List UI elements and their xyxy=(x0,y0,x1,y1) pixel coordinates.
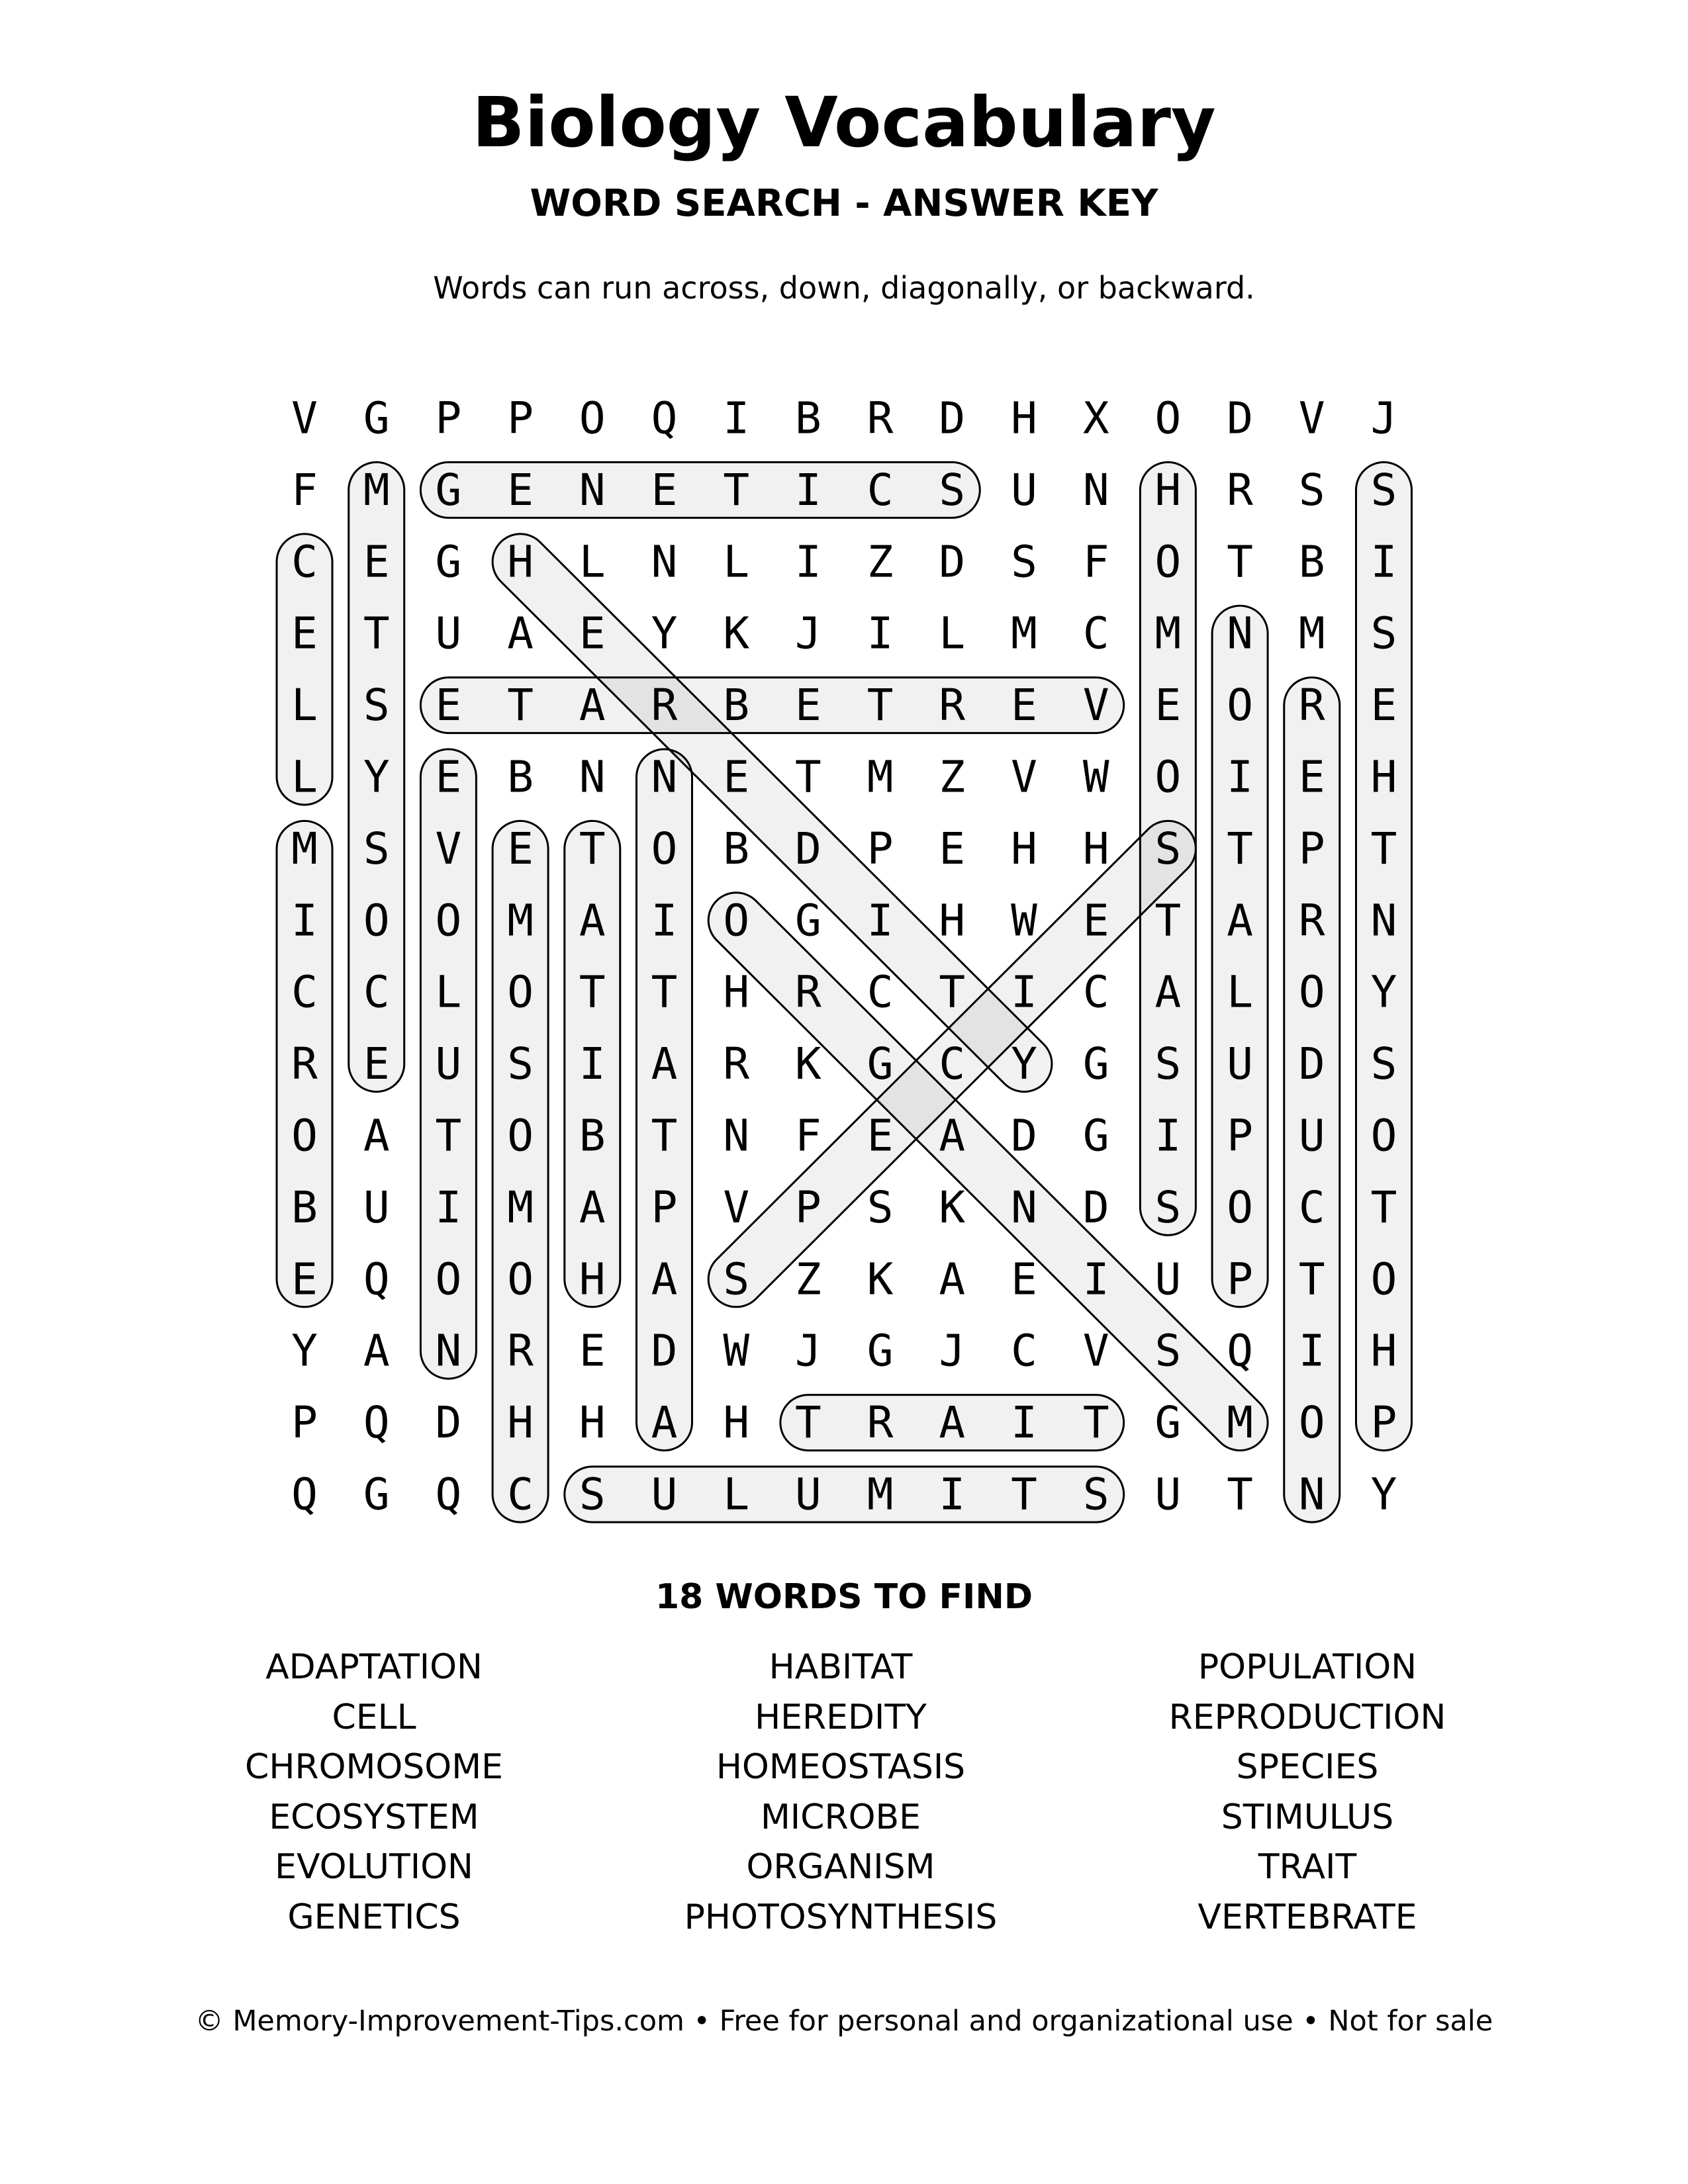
grid-letter: G xyxy=(363,1469,390,1520)
word-list-item: CHROMOSOME xyxy=(245,1747,503,1787)
grid-letter: Q xyxy=(651,392,678,444)
grid-letter: V xyxy=(1082,1325,1109,1377)
grid-letter: I xyxy=(579,1038,606,1090)
grid-letter: A xyxy=(579,680,606,731)
word-list-column-2 xyxy=(589,1643,1092,1942)
grid-letter: A xyxy=(651,1397,678,1449)
word-list-item: CELL xyxy=(332,1697,416,1737)
grid-letter: S xyxy=(1370,464,1397,516)
grid-letter: G xyxy=(795,895,821,946)
grid-letter: I xyxy=(651,895,678,946)
grid-letter: T xyxy=(579,966,606,1018)
grid-letter: D xyxy=(795,823,821,874)
grid-letter: E xyxy=(795,680,821,731)
grid-letter: V xyxy=(1298,392,1325,444)
grid-letter: I xyxy=(795,464,821,516)
grid-letter: M xyxy=(363,464,390,516)
grid-letter: L xyxy=(291,680,318,731)
grid-letter: Y xyxy=(1370,966,1397,1018)
grid-letter: E xyxy=(1370,680,1397,731)
grid-letter: H xyxy=(1011,392,1037,444)
word-list-item: SPECIES xyxy=(1236,1747,1379,1787)
grid-letter: M xyxy=(1154,608,1182,659)
grid-letter: O xyxy=(1370,1253,1397,1305)
grid-letter: Q xyxy=(363,1397,390,1449)
page-subtitle: WORD SEARCH - ANSWER KEY xyxy=(530,182,1158,225)
grid-letter: D xyxy=(435,1397,462,1449)
grid-letter: L xyxy=(291,751,318,803)
grid-letter: S xyxy=(1154,1325,1182,1377)
grid-letter: B xyxy=(1298,536,1325,588)
grid-letter: T xyxy=(1227,823,1253,874)
grid-letter: L xyxy=(939,608,966,659)
word-list-heading: 18 WORDS TO FIND xyxy=(655,1577,1033,1617)
grid-letter: T xyxy=(1227,536,1253,588)
grid-letter: E xyxy=(579,608,606,659)
grid-letter: E xyxy=(1011,680,1037,731)
grid-letter: Q xyxy=(363,1253,390,1305)
grid-letter: R xyxy=(1298,680,1325,731)
grid-letter: T xyxy=(579,823,606,874)
grid-letter: I xyxy=(1227,751,1253,803)
grid-letter: T xyxy=(1227,1469,1253,1520)
grid-letter: V xyxy=(291,392,318,444)
grid-letter: O xyxy=(507,1110,534,1161)
grid-letter: A xyxy=(507,608,534,659)
grid-letter: O xyxy=(1370,1110,1397,1161)
grid-letter: C xyxy=(363,966,390,1018)
grid-letter: U xyxy=(651,1469,678,1520)
grid-letter: G xyxy=(435,464,462,516)
grid-letter: H xyxy=(723,1397,750,1449)
grid-letter: F xyxy=(291,464,318,516)
grid-letter: L xyxy=(435,966,462,1018)
grid-letter: I xyxy=(1011,966,1037,1018)
grid-letter: F xyxy=(795,1110,821,1161)
grid-letter: T xyxy=(435,1110,462,1161)
grid-letter: W xyxy=(1082,751,1109,803)
grid-letter: S xyxy=(507,1038,534,1090)
word-list-item: VERTEBRATE xyxy=(1197,1897,1417,1937)
grid-letter: C xyxy=(867,966,894,1018)
grid-letter: H xyxy=(579,1397,606,1449)
grid-letter: I xyxy=(435,1181,462,1233)
word-list-item: MICROBE xyxy=(760,1797,921,1837)
grid-letter: D xyxy=(1227,392,1253,444)
grid-letter: S xyxy=(1154,1038,1182,1090)
grid-letter: E xyxy=(579,1325,606,1377)
grid-letter: O xyxy=(1154,751,1182,803)
footer-copyright: © Memory-Improvement-Tips.com • Free for personal and organizational use • Not for sale xyxy=(195,2005,1493,2038)
grid-letter: A xyxy=(363,1325,390,1377)
grid-letter: Q xyxy=(1227,1325,1253,1377)
grid-letter: I xyxy=(939,1469,966,1520)
grid-letter: Q xyxy=(291,1469,318,1520)
grid-letter: S xyxy=(1154,1181,1182,1233)
grid-letter: G xyxy=(867,1325,894,1377)
grid-letter: E xyxy=(363,536,390,588)
grid-letter: L xyxy=(579,536,606,588)
grid-letter: A xyxy=(1154,966,1182,1018)
grid-letter: B xyxy=(723,823,750,874)
grid-letter: V xyxy=(723,1181,750,1233)
page-title: Biology Vocabulary xyxy=(472,82,1216,163)
grid-letter: A xyxy=(939,1397,966,1449)
grid-letter: E xyxy=(1082,895,1109,946)
grid-letter: T xyxy=(651,1110,678,1161)
grid-letter: E xyxy=(1154,680,1182,731)
grid-letter: O xyxy=(435,895,462,946)
grid-letter: O xyxy=(579,392,606,444)
grid-letter: D xyxy=(1011,1110,1037,1161)
grid-letter: E xyxy=(435,680,462,731)
grid-letter: O xyxy=(291,1110,318,1161)
grid-letter: T xyxy=(795,1397,821,1449)
grid-letter: V xyxy=(1082,680,1109,731)
grid-letter: J xyxy=(795,1325,821,1377)
grid-letter: O xyxy=(1227,1181,1253,1233)
grid-letter: D xyxy=(1082,1181,1109,1233)
grid-letter: O xyxy=(651,823,678,874)
grid-letter: R xyxy=(651,680,678,731)
grid-letter: C xyxy=(1082,966,1109,1018)
grid-letter: P xyxy=(795,1181,821,1233)
grid-letter: T xyxy=(1370,823,1397,874)
grid-letter: D xyxy=(939,536,966,588)
word-list-item: EVOLUTION xyxy=(275,1847,473,1887)
grid-letter: Z xyxy=(867,536,894,588)
grid-letter: G xyxy=(1154,1397,1182,1449)
grid-letter: I xyxy=(795,536,821,588)
grid-letter: R xyxy=(507,1325,534,1377)
grid-letter: Y xyxy=(363,751,390,803)
grid-letter: E xyxy=(507,464,534,516)
grid-letter: W xyxy=(723,1325,750,1377)
grid-letter: E xyxy=(363,1038,390,1090)
grid-letter: S xyxy=(723,1253,750,1305)
word-list-item: HOMEOSTASIS xyxy=(716,1747,966,1787)
grid-letter: I xyxy=(1154,1110,1182,1161)
grid-letter: N xyxy=(1370,895,1397,946)
grid-letter: T xyxy=(723,464,750,516)
grid-letter: T xyxy=(939,966,966,1018)
grid-letter: E xyxy=(867,1110,894,1161)
word-list-item: POPULATION xyxy=(1197,1647,1417,1687)
grid-letter: J xyxy=(1370,392,1397,444)
grid-letter: X xyxy=(1082,392,1109,444)
grid-letter: C xyxy=(1298,1181,1325,1233)
grid-letter: M xyxy=(1011,608,1037,659)
grid-letter: N xyxy=(723,1110,750,1161)
grid-letter: H xyxy=(1011,823,1037,874)
grid-letter: V xyxy=(435,823,462,874)
grid-letter: P xyxy=(651,1181,678,1233)
grid-letter: P xyxy=(507,392,534,444)
word-list-item: HEREDITY xyxy=(755,1697,927,1737)
grid-letter: P xyxy=(1298,823,1325,874)
grid-letter: C xyxy=(291,966,318,1018)
grid-letter: N xyxy=(651,536,678,588)
grid-letter: H xyxy=(1082,823,1109,874)
grid-letter: C xyxy=(1011,1325,1037,1377)
grid-letter: N xyxy=(651,751,678,803)
grid-letter: O xyxy=(1298,966,1325,1018)
grid-letter: S xyxy=(939,464,966,516)
grid-letter: Y xyxy=(1370,1469,1397,1520)
grid-letter: T xyxy=(795,751,821,803)
grid-letter: G xyxy=(1082,1038,1109,1090)
grid-letter: Z xyxy=(939,751,966,803)
grid-letter: N xyxy=(1298,1469,1325,1520)
grid-letter: I xyxy=(723,392,750,444)
word-list-item: ECOSYSTEM xyxy=(269,1797,479,1837)
grid-letter: B xyxy=(291,1181,318,1233)
word-list-item: PHOTOSYNTHESIS xyxy=(684,1897,998,1937)
grid-letter: K xyxy=(723,608,750,659)
grid-letter: Q xyxy=(435,1469,462,1520)
grid-letter: L xyxy=(723,536,750,588)
grid-letter: V xyxy=(1011,751,1037,803)
grid-letter: E xyxy=(939,823,966,874)
grid-letter: Y xyxy=(291,1325,318,1377)
grid-letter: S xyxy=(867,1181,894,1233)
grid-letter: T xyxy=(1370,1181,1397,1233)
grid-letter: Z xyxy=(795,1253,821,1305)
grid-letter: A xyxy=(651,1038,678,1090)
grid-letter: E xyxy=(291,1253,318,1305)
grid-letter: P xyxy=(867,823,894,874)
grid-letter: U xyxy=(363,1181,390,1233)
word-list-item: TRAIT xyxy=(1258,1847,1357,1887)
grid-letter: Y xyxy=(1011,1038,1037,1090)
grid-letter: M xyxy=(867,751,894,803)
grid-letter: U xyxy=(1154,1469,1182,1520)
grid-letter: A xyxy=(363,1110,390,1161)
grid-letter: I xyxy=(1082,1253,1109,1305)
grid-letter: E xyxy=(435,751,462,803)
grid-letter: I xyxy=(1370,536,1397,588)
word-list-item: ORGANISM xyxy=(746,1847,935,1887)
grid-letter: N xyxy=(1082,464,1109,516)
grid-letter: R xyxy=(1227,464,1253,516)
grid-letter: E xyxy=(723,751,750,803)
word-list-item: ADAPTATION xyxy=(265,1647,483,1687)
word-list-column-3 xyxy=(1056,1643,1559,1942)
word-list-item: HABITAT xyxy=(769,1647,913,1687)
grid-letter: O xyxy=(1154,536,1182,588)
grid-letter: N xyxy=(435,1325,462,1377)
grid-letter: D xyxy=(1298,1038,1325,1090)
grid-letter: T xyxy=(1082,1397,1109,1449)
grid-letter: S xyxy=(1011,536,1037,588)
grid-letter: R xyxy=(723,1038,750,1090)
grid-letter: R xyxy=(291,1038,318,1090)
grid-letter: O xyxy=(363,895,390,946)
grid-letter: C xyxy=(939,1038,966,1090)
grid-letter: I xyxy=(867,895,894,946)
grid-letter: B xyxy=(795,392,821,444)
grid-letter: H xyxy=(507,1397,534,1449)
grid-letter: T xyxy=(867,680,894,731)
grid-letter: J xyxy=(795,608,821,659)
grid-letter: O xyxy=(1154,392,1182,444)
word-list-column-1 xyxy=(122,1643,626,1942)
grid-letter: T xyxy=(363,608,390,659)
grid-letter: K xyxy=(939,1181,966,1233)
grid-letter: H xyxy=(723,966,750,1018)
grid-letter: C xyxy=(291,536,318,588)
grid-letter: O xyxy=(1227,680,1253,731)
grid-letter: U xyxy=(1154,1253,1182,1305)
word-list-item: REPRODUCTION xyxy=(1168,1697,1446,1737)
grid-letter: B xyxy=(579,1110,606,1161)
grid-letter: T xyxy=(651,966,678,1018)
grid-letter: O xyxy=(435,1253,462,1305)
grid-letter: B xyxy=(507,751,534,803)
grid-letter: K xyxy=(795,1038,821,1090)
grid-letter: W xyxy=(1011,895,1037,946)
grid-letter: I xyxy=(1298,1325,1325,1377)
grid-letter: S xyxy=(363,680,390,731)
grid-letter: Y xyxy=(651,608,678,659)
grid-letter: H xyxy=(579,1253,606,1305)
grid-letter: M xyxy=(1298,608,1325,659)
grid-letter: D xyxy=(939,392,966,444)
grid-letter: K xyxy=(867,1253,894,1305)
grid-letter: H xyxy=(1370,1325,1397,1377)
grid-letter: A xyxy=(579,1181,606,1233)
grid-letter: M xyxy=(1227,1397,1253,1449)
grid-letter: M xyxy=(291,823,318,874)
grid-letter: N xyxy=(1011,1181,1037,1233)
grid-letter: R xyxy=(867,1397,894,1449)
grid-letter: L xyxy=(723,1469,750,1520)
grid-letter: M xyxy=(507,1181,534,1233)
grid-letter: U xyxy=(1011,464,1037,516)
word-list-item: GENETICS xyxy=(287,1897,461,1937)
grid-letter: H xyxy=(939,895,966,946)
grid-letter: M xyxy=(507,895,534,946)
grid-letter: S xyxy=(1370,1038,1397,1090)
grid-letter: P xyxy=(435,392,462,444)
grid-letter: I xyxy=(291,895,318,946)
grid-letter: E xyxy=(507,823,534,874)
grid-letter: D xyxy=(651,1325,678,1377)
grid-letter: B xyxy=(723,680,750,731)
grid-letter: R xyxy=(939,680,966,731)
grid-letter: H xyxy=(1370,751,1397,803)
grid-letter: T xyxy=(1011,1469,1037,1520)
grid-letter: S xyxy=(1082,1469,1109,1520)
grid-letter: A xyxy=(939,1110,966,1161)
grid-letter: F xyxy=(1082,536,1109,588)
grid-letter: P xyxy=(291,1397,318,1449)
grid-letter: N xyxy=(579,464,606,516)
grid-letter: N xyxy=(579,751,606,803)
grid-letter: U xyxy=(1227,1038,1253,1090)
grid-letter: J xyxy=(939,1325,966,1377)
grid-letter: O xyxy=(1298,1397,1325,1449)
grid-letter: H xyxy=(507,536,534,588)
grid-letter: O xyxy=(723,895,750,946)
grid-letter: G xyxy=(363,392,390,444)
grid-letter: S xyxy=(1154,823,1182,874)
grid-letter: S xyxy=(1298,464,1325,516)
grid-letter: A xyxy=(651,1253,678,1305)
grid-letter: R xyxy=(1298,895,1325,946)
grid-letter: E xyxy=(291,608,318,659)
grid-letter: E xyxy=(1011,1253,1037,1305)
grid-letter: L xyxy=(1227,966,1253,1018)
grid-letter: E xyxy=(651,464,678,516)
grid-letter: N xyxy=(1227,608,1253,659)
grid-letter: P xyxy=(1370,1397,1397,1449)
grid-letter: U xyxy=(435,608,462,659)
grid-letter: T xyxy=(507,680,534,731)
grid-letter: U xyxy=(795,1469,821,1520)
grid-letter: G xyxy=(435,536,462,588)
grid-letter: R xyxy=(867,392,894,444)
grid-letter: U xyxy=(1298,1110,1325,1161)
grid-letter: R xyxy=(795,966,821,1018)
grid-letter: A xyxy=(1227,895,1253,946)
highlight-genetics xyxy=(420,462,980,518)
grid-letter: I xyxy=(867,608,894,659)
grid-letter: E xyxy=(1298,751,1325,803)
grid-letter: P xyxy=(1227,1110,1253,1161)
grid-letter: C xyxy=(507,1469,534,1520)
grid-letter: I xyxy=(1011,1397,1037,1449)
word-list-item: STIMULUS xyxy=(1221,1797,1394,1837)
grid-letter: O xyxy=(507,1253,534,1305)
grid-letter: C xyxy=(1082,608,1109,659)
grid-letter: S xyxy=(363,823,390,874)
grid-letter: A xyxy=(939,1253,966,1305)
grid-letter: A xyxy=(579,895,606,946)
grid-letter: M xyxy=(867,1469,894,1520)
highlight-reproduction xyxy=(1284,678,1340,1522)
grid-letter: C xyxy=(867,464,894,516)
grid-letter: G xyxy=(1082,1110,1109,1161)
grid-letter: G xyxy=(867,1038,894,1090)
grid-letter: T xyxy=(1154,895,1182,946)
grid-letter: H xyxy=(1154,464,1182,516)
grid-letter: O xyxy=(507,966,534,1018)
highlight-stimulus xyxy=(565,1467,1124,1522)
grid-letter: S xyxy=(579,1469,606,1520)
grid-letter: U xyxy=(435,1038,462,1090)
grid-letter: T xyxy=(1298,1253,1325,1305)
grid-letter: S xyxy=(1370,608,1397,659)
instructions: Words can run across, down, diagonally, or backward. xyxy=(433,270,1255,306)
grid-letter: P xyxy=(1227,1253,1253,1305)
